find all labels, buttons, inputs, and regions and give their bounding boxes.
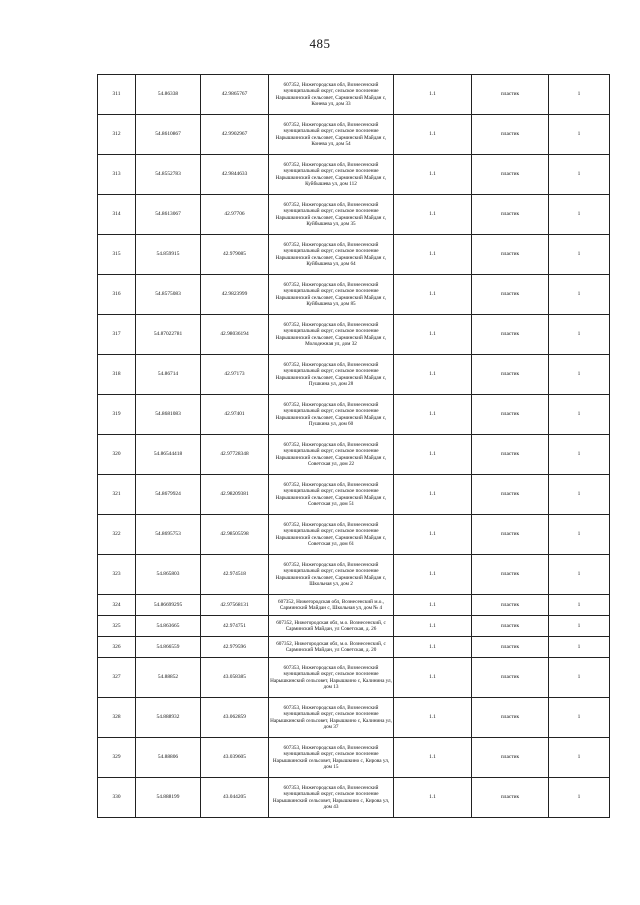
volume-cell: 1.1: [394, 555, 472, 595]
count-cell: 1: [549, 475, 610, 515]
table-row: [98, 355, 610, 395]
address-cell: 607353, Нижегородская обл, Вознесенский муниципальный округ, сельское поселение Нарышкинский сельсовет, Нарышкино с, Калинина ул, дом 13: [269, 658, 394, 698]
latitude-cell: 54.866559: [136, 637, 201, 658]
count-cell: 1: [549, 595, 610, 616]
volume-cell: 1.1: [394, 658, 472, 698]
material-cell: пластик: [472, 355, 549, 395]
latitude-cell: 54.865803: [136, 555, 201, 595]
longitude-cell: 42.98036194: [201, 315, 269, 355]
address-cell: 607352, Нижегородская обл, Вознесенский муниципальный округ, сельское поселение Нарышкинский сельсовет, Сарминский Майдан с, Советская ул, дом 61: [269, 515, 394, 555]
count-cell: 1: [549, 658, 610, 698]
table-row: [98, 515, 610, 555]
count-cell: 1: [549, 738, 610, 778]
row-number: 312: [98, 115, 136, 155]
count-cell: 1: [549, 637, 610, 658]
material-cell: пластик: [472, 275, 549, 315]
address-cell: 607353, Нижегородская обл, Вознесенский муниципальный округ, сельское поселение Нарышкинский сельсовет, Нарышкино с, Кирова ул, дом 43: [269, 778, 394, 818]
container-site-registry-table: [97, 74, 610, 818]
volume-cell: 1.1: [394, 235, 472, 275]
volume-cell: 1.1: [394, 475, 472, 515]
latitude-cell: 54.86714: [136, 355, 201, 395]
longitude-cell: 42.97568131: [201, 595, 269, 616]
latitude-cell: 54.86699295: [136, 595, 201, 616]
volume-cell: 1.1: [394, 315, 472, 355]
address-cell: 607352, Нижегородская обл, Вознесенский муниципальный округ, сельское поселение Нарышкинский сельсовет, Сарминский Майдан с, Советская ул, дом 22: [269, 435, 394, 475]
table-row: [98, 595, 610, 616]
row-number: 329: [98, 738, 136, 778]
page-number: 485: [309, 36, 331, 51]
count-cell: 1: [549, 435, 610, 475]
table-row: [98, 738, 610, 778]
address-cell: 607352, Нижегородская обл, Вознесенский муниципальный округ, сельское поселение Нарышкинский сельсовет, Сарминский Майдан с, Куйбышева ул, дом 35: [269, 195, 394, 235]
table-row: [98, 778, 610, 818]
count-cell: 1: [549, 275, 610, 315]
address-cell: 607352, Нижегородская обл, м.о. Вознесенский, с Сарминский Майдан, ул Советская, д. 20: [269, 637, 394, 658]
material-cell: пластик: [472, 155, 549, 195]
material-cell: пластик: [472, 555, 549, 595]
table-row: [98, 275, 610, 315]
volume-cell: 1.1: [394, 395, 472, 435]
row-number: 314: [98, 195, 136, 235]
table-row: [98, 616, 610, 637]
longitude-cell: 42.974518: [201, 555, 269, 595]
count-cell: 1: [549, 555, 610, 595]
material-cell: пластик: [472, 738, 549, 778]
address-cell: 607353, Нижегородская обл, Вознесенский муниципальный округ, сельское поселение Нарышкинский сельсовет, Нарышкино с, Калинина ул, дом 37: [269, 698, 394, 738]
volume-cell: 1.1: [394, 637, 472, 658]
row-number: 325: [98, 616, 136, 637]
table-row: [98, 435, 610, 475]
material-cell: пластик: [472, 195, 549, 235]
row-number: 326: [98, 637, 136, 658]
latitude-cell: 54.8610867: [136, 115, 201, 155]
count-cell: 1: [549, 155, 610, 195]
material-cell: пластик: [472, 475, 549, 515]
address-cell: 607352, Нижегородская обл, Вознесенский муниципальный округ, сельское поселение Нарышкинский сельсовет, Сарминский Майдан с, Куйбышева ул, дом 112: [269, 155, 394, 195]
volume-cell: 1.1: [394, 778, 472, 818]
latitude-cell: 54.8552783: [136, 155, 201, 195]
volume-cell: 1.1: [394, 355, 472, 395]
volume-cell: 1.1: [394, 155, 472, 195]
table-row: [98, 395, 610, 435]
row-number: 318: [98, 355, 136, 395]
volume-cell: 1.1: [394, 115, 472, 155]
longitude-cell: 42.9823999: [201, 275, 269, 315]
row-number: 317: [98, 315, 136, 355]
material-cell: пластик: [472, 616, 549, 637]
count-cell: 1: [549, 315, 610, 355]
longitude-cell: 42.97728348: [201, 435, 269, 475]
material-cell: пластик: [472, 115, 549, 155]
material-cell: пластик: [472, 435, 549, 475]
count-cell: 1: [549, 115, 610, 155]
address-cell: 607352, Нижегородская обл, Вознесенский муниципальный округ, сельское поселение Нарышкинский сельсовет, Сарминский Майдан с, Школьная ул, дом 2: [269, 555, 394, 595]
table-row: [98, 75, 610, 115]
longitude-cell: 43.058385: [201, 658, 269, 698]
table-row: [98, 115, 610, 155]
count-cell: 1: [549, 778, 610, 818]
address-cell: 607352, Нижегородская обл, м.о. Вознесенский, с Сарминский Майдан, ул Советская, д. 26: [269, 616, 394, 637]
address-cell: 607352, Нижегородская обл, Вознесенский муниципальный округ, сельское поселение Нарышкинский сельсовет, Сарминский Майдан с, Куйбышева ул, дом 85: [269, 275, 394, 315]
material-cell: пластик: [472, 698, 549, 738]
material-cell: пластик: [472, 315, 549, 355]
longitude-cell: 42.974751: [201, 616, 269, 637]
latitude-cell: 54.888199: [136, 778, 201, 818]
row-number: 321: [98, 475, 136, 515]
row-number: 320: [98, 435, 136, 475]
latitude-cell: 54.8575083: [136, 275, 201, 315]
longitude-cell: 42.979085: [201, 235, 269, 275]
count-cell: 1: [549, 395, 610, 435]
volume-cell: 1.1: [394, 75, 472, 115]
address-cell: 607352, Нижегородская обл, Вознесенский м.о., Сарминский Майдан с, Школьная ул, дом № 4: [269, 595, 394, 616]
count-cell: 1: [549, 698, 610, 738]
longitude-cell: 42.9902967: [201, 115, 269, 155]
material-cell: пластик: [472, 395, 549, 435]
count-cell: 1: [549, 195, 610, 235]
latitude-cell: 54.86544418: [136, 435, 201, 475]
latitude-cell: 54.88852: [136, 658, 201, 698]
row-number: 324: [98, 595, 136, 616]
row-number: 313: [98, 155, 136, 195]
latitude-cell: 54.86338: [136, 75, 201, 115]
latitude-cell: 54.87022781: [136, 315, 201, 355]
volume-cell: 1.1: [394, 435, 472, 475]
row-number: 330: [98, 778, 136, 818]
longitude-cell: 42.9844633: [201, 155, 269, 195]
longitude-cell: 42.97173: [201, 355, 269, 395]
address-cell: 607352, Нижегородская обл, Вознесенский муниципальный округ, сельское поселение Нарышкинский сельсовет, Сарминский Майдан с, Конева ул, дом 33: [269, 75, 394, 115]
latitude-cell: 54.859915: [136, 235, 201, 275]
row-number: 327: [98, 658, 136, 698]
count-cell: 1: [549, 616, 610, 637]
row-number: 323: [98, 555, 136, 595]
address-cell: 607352, Нижегородская обл, Вознесенский муниципальный округ, сельское поселение Нарышкинский сельсовет, Сарминский Майдан с, Конева ул, дом 54: [269, 115, 394, 155]
address-cell: 607352, Нижегородская обл, Вознесенский муниципальный округ, сельское поселение Нарышкинский сельсовет, Сарминский Майдан с, Пушкина ул, дом 60: [269, 395, 394, 435]
row-number: 319: [98, 395, 136, 435]
volume-cell: 1.1: [394, 698, 472, 738]
table-body: [98, 75, 610, 818]
table-row: [98, 155, 610, 195]
table-row: [98, 235, 610, 275]
material-cell: пластик: [472, 515, 549, 555]
table-row: [98, 698, 610, 738]
volume-cell: 1.1: [394, 195, 472, 235]
row-number: 315: [98, 235, 136, 275]
longitude-cell: 42.98209381: [201, 475, 269, 515]
latitude-cell: 54.8613067: [136, 195, 201, 235]
address-cell: 607352, Нижегородская обл, Вознесенский муниципальный округ, сельское поселение Нарышкинский сельсовет, Сарминский Майдан с, Пушкина ул, дом 28: [269, 355, 394, 395]
longitude-cell: 43.044205: [201, 778, 269, 818]
longitude-cell: 43.062859: [201, 698, 269, 738]
row-number: 328: [98, 698, 136, 738]
latitude-cell: 54.8681083: [136, 395, 201, 435]
volume-cell: 1.1: [394, 515, 472, 555]
volume-cell: 1.1: [394, 595, 472, 616]
volume-cell: 1.1: [394, 616, 472, 637]
material-cell: пластик: [472, 658, 549, 698]
longitude-cell: 42.97401: [201, 395, 269, 435]
table-row: [98, 475, 610, 515]
row-number: 311: [98, 75, 136, 115]
count-cell: 1: [549, 235, 610, 275]
table-row: [98, 658, 610, 698]
material-cell: пластик: [472, 235, 549, 275]
latitude-cell: 54.8695753: [136, 515, 201, 555]
latitude-cell: 54.863665: [136, 616, 201, 637]
count-cell: 1: [549, 75, 610, 115]
longitude-cell: 42.98505598: [201, 515, 269, 555]
address-cell: 607352, Нижегородская обл, Вознесенский муниципальный округ, сельское поселение Нарышкинский сельсовет, Сарминский Майдан с, Куйбышева ул, дом 64: [269, 235, 394, 275]
material-cell: пластик: [472, 75, 549, 115]
material-cell: пластик: [472, 778, 549, 818]
count-cell: 1: [549, 515, 610, 555]
longitude-cell: 42.9865767: [201, 75, 269, 115]
material-cell: пластик: [472, 637, 549, 658]
volume-cell: 1.1: [394, 275, 472, 315]
latitude-cell: 54.88806: [136, 738, 201, 778]
volume-cell: 1.1: [394, 738, 472, 778]
latitude-cell: 54.888932: [136, 698, 201, 738]
table-row: [98, 637, 610, 658]
table-row: [98, 555, 610, 595]
address-cell: 607352, Нижегородская обл, Вознесенский муниципальный округ, сельское поселение Нарышкинский сельсовет, Сарминский Майдан с, Молодежная ул, дом 32: [269, 315, 394, 355]
table-row: [98, 315, 610, 355]
row-number: 322: [98, 515, 136, 555]
material-cell: пластик: [472, 595, 549, 616]
table-row: [98, 195, 610, 235]
row-number: 316: [98, 275, 136, 315]
longitude-cell: 42.97706: [201, 195, 269, 235]
longitude-cell: 43.039605: [201, 738, 269, 778]
count-cell: 1: [549, 355, 610, 395]
address-cell: 607352, Нижегородская обл, Вознесенский муниципальный округ, сельское поселение Нарышкинский сельсовет, Сарминский Майдан с, Советская ул, дом 51: [269, 475, 394, 515]
latitude-cell: 54.8679924: [136, 475, 201, 515]
longitude-cell: 42.979596: [201, 637, 269, 658]
address-cell: 607353, Нижегородская обл, Вознесенский муниципальный округ, сельское поселение Нарышкинский сельсовет, Нарышкино с, Кирова ул, дом 15: [269, 738, 394, 778]
